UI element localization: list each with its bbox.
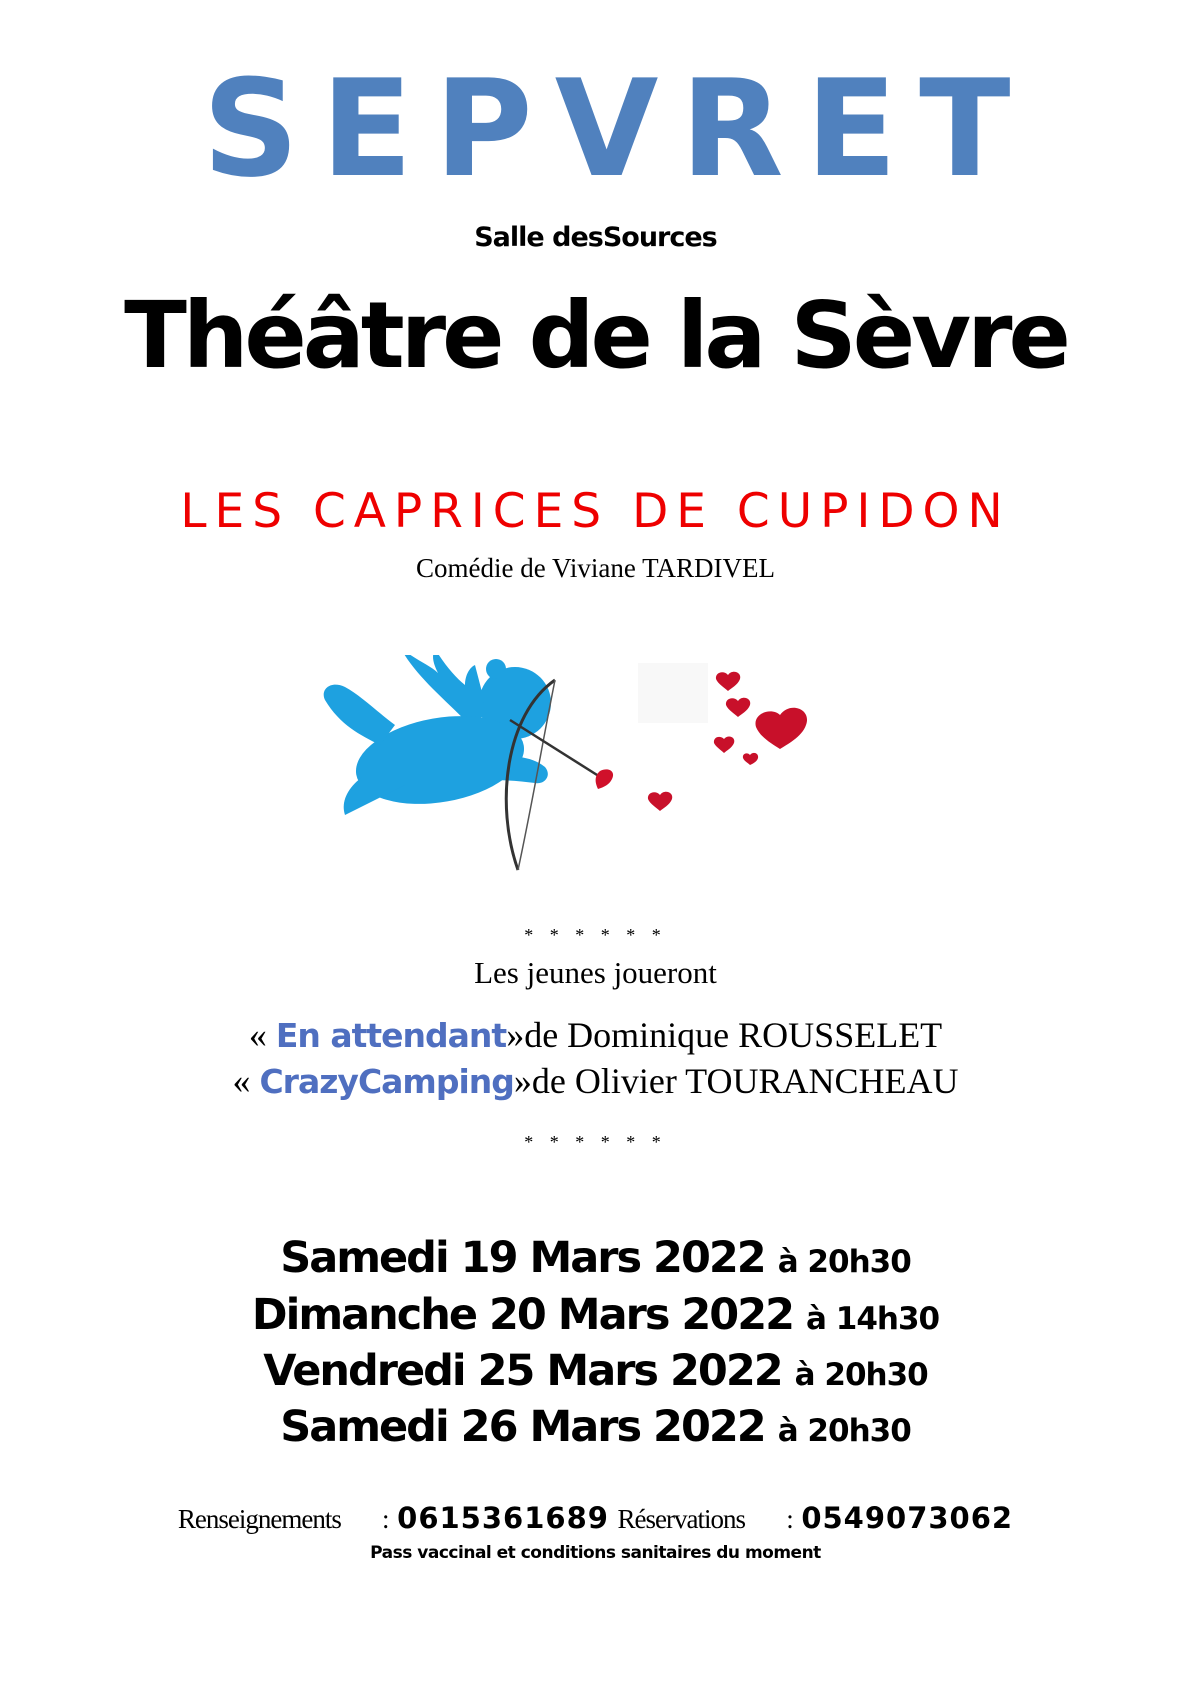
young-players-intro: Les jeunes joueront (474, 955, 717, 990)
piece-title: CrazyCamping (259, 1062, 514, 1101)
info-separator: : (382, 1504, 389, 1534)
booking-separator: : (786, 1504, 793, 1534)
date-time: à 14h30 (806, 1301, 940, 1337)
date-time: à 20h30 (777, 1244, 911, 1280)
piece-title: En attendant (275, 1016, 507, 1055)
close-quote: » (513, 1061, 532, 1101)
separator-top: * * * * * * (524, 925, 667, 945)
open-quote: « (232, 1061, 260, 1101)
info-label: Renseignements (177, 1504, 341, 1534)
performance-date (0, 1233, 1191, 1283)
date-day: Vendredi 25 Mars 2022 (263, 1346, 782, 1396)
info-phone[interactable]: 0615361689 (397, 1501, 609, 1535)
performance-date (0, 1290, 1191, 1340)
sanitary-notice: Pass vaccinal et conditions sanitaires du moment (370, 1543, 821, 1563)
separator-bottom: * * * * * * (524, 1132, 667, 1152)
piece-author: de Dominique ROUSSELET (524, 1015, 943, 1055)
close-quote: » (506, 1015, 525, 1055)
venue-name: Salle desSources (474, 222, 717, 253)
booking-label: Réservations (617, 1504, 746, 1534)
booking-phone[interactable]: 0549073062 (801, 1501, 1014, 1535)
play-author: Comédie de Viviane TARDIVEL (416, 553, 775, 583)
performance-date (0, 1402, 1191, 1452)
town-title: SEPVRET (202, 51, 1033, 207)
piece-line (0, 1063, 1191, 1099)
date-day: Samedi 26 Mars 2022 (280, 1402, 765, 1452)
cupid-with-bow-and-hearts-icon (320, 655, 880, 895)
performance-date (0, 1346, 1191, 1396)
piece-author: de Olivier TOURANCHEAU (531, 1061, 959, 1101)
date-time: à 20h30 (777, 1413, 911, 1449)
play-title: LES CAPRICES DE CUPIDON (180, 484, 1011, 539)
theatre-name: Théâtre de la Sèvre (124, 282, 1067, 389)
date-time: à 20h30 (794, 1357, 928, 1393)
piece-line (0, 1017, 1191, 1053)
date-day: Samedi 19 Mars 2022 (280, 1233, 765, 1283)
open-quote: « (248, 1015, 276, 1055)
contact-line (0, 1501, 1191, 1535)
date-day: Dimanche 20 Mars 2022 (251, 1290, 794, 1340)
